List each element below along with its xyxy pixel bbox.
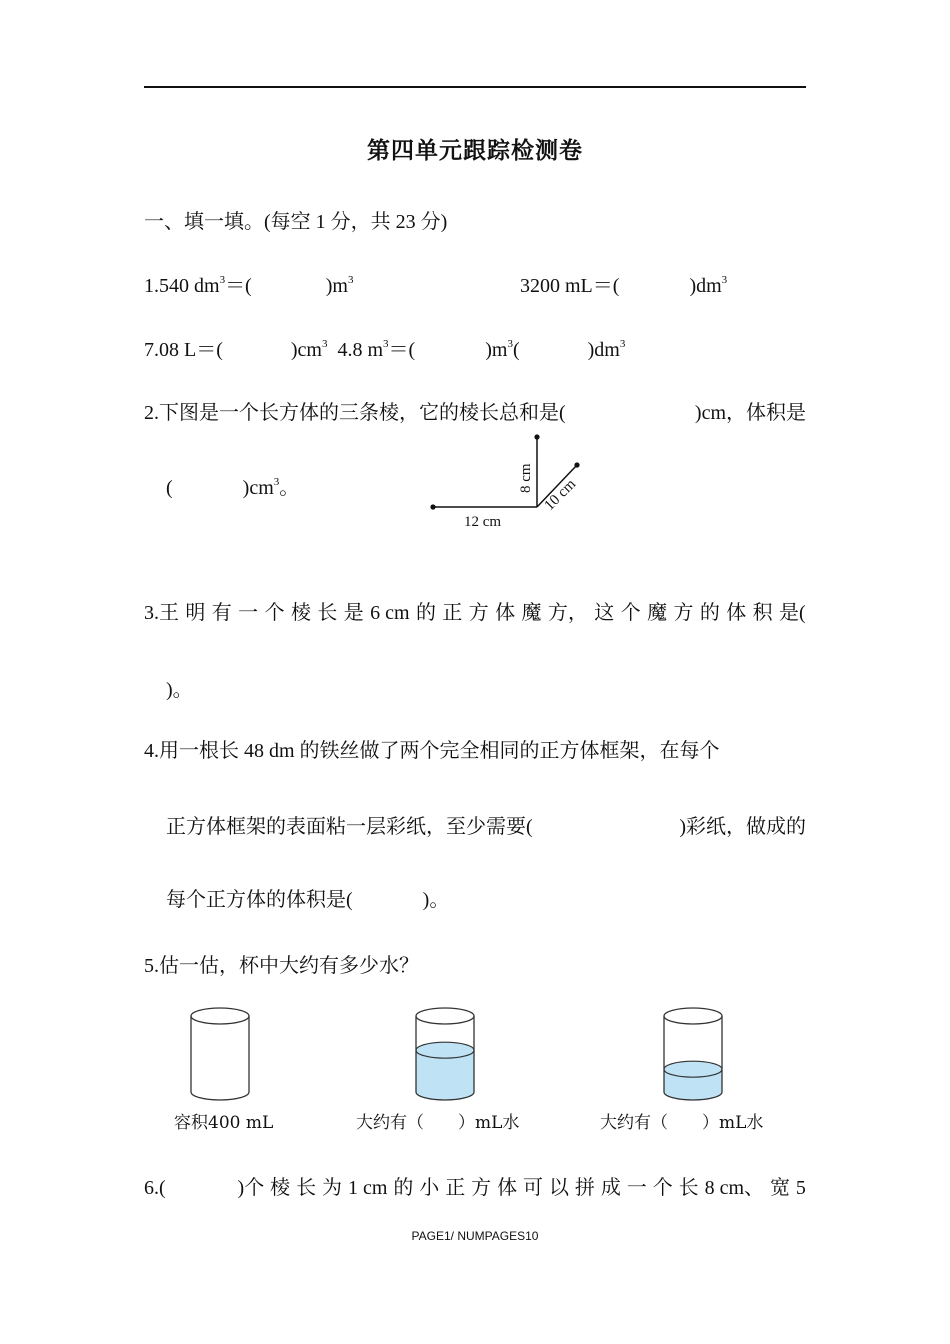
- section-heading: 一、填一填。(每空 1 分，共 23 分): [144, 211, 448, 233]
- text-segment: 个: [652, 1177, 673, 1199]
- q1-a-left: 1.540 dm: [144, 275, 220, 297]
- q1-cd: 7.08 L＝( )$cm^3$ 4.8 $m^3=$( )$m^3$( )$dm^3$: [144, 338, 626, 361]
- q4-line1: [144, 738, 806, 764]
- text-segment: 体: [726, 602, 747, 624]
- text-segment: 的: [415, 602, 436, 624]
- q2-line1: [144, 400, 806, 426]
- cup-base: [191, 1092, 249, 1100]
- cup-figure: [413, 1006, 477, 1104]
- water-surface: [416, 1042, 474, 1058]
- text-segment: 正: [442, 602, 463, 624]
- q2-text: 2.下图是一个长方体的三条棱，它的棱长总和是(: [144, 402, 566, 424]
- q1-d-right: )dm: [587, 339, 620, 361]
- q4-line3: [166, 887, 449, 913]
- q1-b: 3200 mL＝( )$dm^3$: [520, 274, 728, 297]
- q4-line2-right: )彩纸，做成的: [679, 816, 806, 838]
- q1-d-mid3: (: [512, 339, 520, 361]
- text-segment: )个: [237, 1177, 265, 1199]
- text-segment: 明: [185, 602, 206, 624]
- q3-line1: [144, 600, 806, 626]
- text-segment: 这: [594, 602, 615, 624]
- text-segment: 魔: [521, 602, 542, 624]
- q5-text: 5.估一估，杯中大约有多少水？: [144, 955, 419, 977]
- text-segment: 3.王: [144, 602, 179, 624]
- text-segment: 的: [393, 1177, 414, 1199]
- q3-line2: )。: [166, 679, 193, 701]
- text-segment: 魔: [647, 602, 668, 624]
- text-segment: 体: [495, 602, 516, 624]
- text-segment: 有: [211, 602, 232, 624]
- cup-caption: 容积400 mL: [174, 1113, 274, 1133]
- text-segment: 一: [238, 602, 259, 624]
- q2-line2-right: )cm: [242, 477, 274, 499]
- text-segment: 6 cm: [370, 602, 410, 624]
- header-rule: [144, 86, 806, 88]
- q2-text-end: )cm，体积是: [694, 402, 806, 424]
- text-segment: 一: [626, 1177, 647, 1199]
- q1-d-left: 4.8 m: [337, 339, 384, 361]
- q1-b-right: )dm: [689, 275, 722, 297]
- text-segment: 长: [317, 602, 338, 624]
- cup-rim: [664, 1008, 722, 1024]
- text-segment: 体: [497, 1177, 518, 1199]
- text-segment: 6.(: [144, 1177, 166, 1199]
- cup-caption: 大约有（ ）mL水: [356, 1113, 520, 1133]
- q2-line2-left: (: [166, 477, 173, 499]
- text-segment: 棱: [290, 602, 311, 624]
- text-segment: 为: [322, 1177, 343, 1199]
- text-segment: 方: [468, 602, 489, 624]
- q4-line3-left: 每个正方体的体积是(: [166, 889, 353, 911]
- q2-line2-tail: 。: [279, 477, 300, 499]
- cup-figure: [661, 1006, 725, 1104]
- text-segment: 拼: [574, 1177, 595, 1199]
- text-segment: 的: [699, 602, 720, 624]
- q1-a-mid: ＝(: [225, 275, 252, 297]
- q1-d-mid: ＝(: [388, 339, 416, 361]
- q4-line2: [166, 814, 806, 840]
- height-label: 8 cm: [518, 463, 534, 493]
- cup-caption: 大约有（ ）mL水: [600, 1113, 764, 1133]
- text-segment: 成: [600, 1177, 621, 1199]
- text-segment: 方: [471, 1177, 492, 1199]
- text-segment: 个: [620, 602, 641, 624]
- text-segment: 个: [264, 602, 285, 624]
- q4-line2-left: 正方体框架的表面粘一层彩纸，至少需要(: [166, 816, 533, 838]
- text-segment: 长: [678, 1177, 699, 1199]
- text-segment: 可: [523, 1177, 544, 1199]
- q1-d-mid2: )m: [485, 339, 508, 361]
- length-label: 12 cm: [464, 514, 502, 530]
- text-segment: 宽: [769, 1177, 790, 1199]
- q1-c-right: )cm: [290, 339, 322, 361]
- text-segment: 方: [673, 602, 694, 624]
- page-footer: PAGE1/ NUMPAGES10: [411, 1229, 539, 1243]
- cup-rim: [191, 1008, 249, 1024]
- width-label: 10 cm: [541, 476, 580, 514]
- text-segment: 长: [296, 1177, 317, 1199]
- cup-rim: [416, 1008, 474, 1024]
- text-segment: 小: [419, 1177, 440, 1199]
- text-segment: 1 cm: [347, 1177, 388, 1199]
- q4-line1-text: 4.用一根长 48 dm 的铁丝做了两个完全相同的正方体框架，在每个: [144, 740, 720, 762]
- water-surface: [664, 1061, 722, 1077]
- q1-b-left: 3200 mL＝(: [520, 275, 620, 297]
- text-segment: 是(: [779, 602, 806, 624]
- cup-figure: [188, 1006, 252, 1104]
- q2-line2: ( )$cm^3$。: [166, 476, 300, 499]
- text-segment: 方，: [547, 602, 588, 624]
- text-segment: 积: [752, 602, 773, 624]
- q1-c-left: 7.08 L＝(: [144, 339, 223, 361]
- text-segment: 5: [795, 1177, 806, 1199]
- q6-line1: [144, 1175, 806, 1201]
- page-title: 第四单元跟踪检测卷: [367, 138, 583, 164]
- q1-a-right: )m: [325, 275, 348, 297]
- text-segment: 正: [445, 1177, 466, 1199]
- cuboid-edges-figure: [420, 425, 600, 540]
- q1-a: 1.540 $dm^3=$( )$m^3$: [144, 274, 354, 297]
- text-segment: 是: [343, 602, 364, 624]
- q4-line3-right: )。: [422, 889, 450, 911]
- text-segment: 8 cm、: [704, 1177, 765, 1199]
- text-segment: 棱: [270, 1177, 291, 1199]
- text-segment: 以: [548, 1177, 569, 1199]
- text-segment: [172, 1175, 232, 1201]
